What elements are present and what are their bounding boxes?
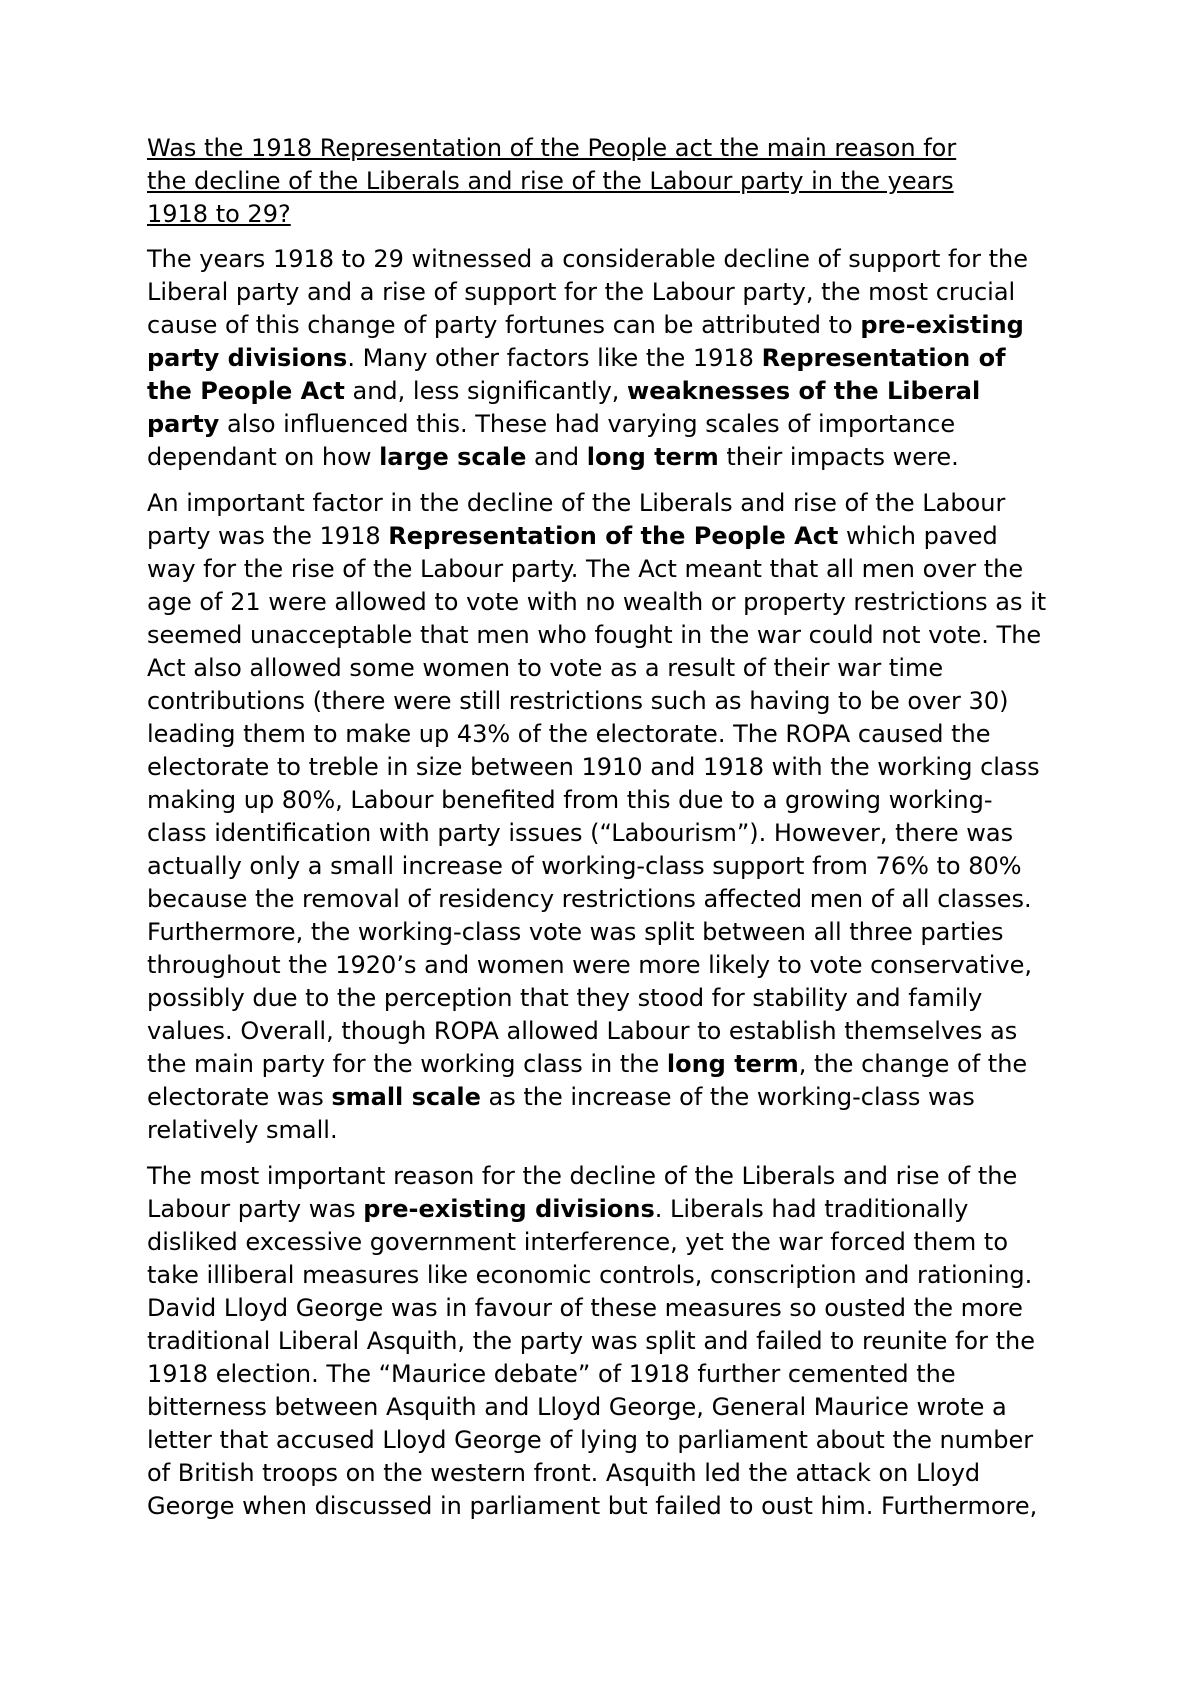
text-run: The years 1918 to 29 witnessed a considerable decline of support for the bbox=[147, 245, 1029, 273]
text-line bbox=[147, 685, 1087, 718]
text-line bbox=[147, 718, 1087, 751]
text-line bbox=[147, 1424, 1087, 1457]
text-run: An important factor in the decline of the Liberals and rise of the Labour bbox=[147, 489, 1006, 517]
text-line bbox=[147, 375, 1087, 408]
text-line bbox=[147, 652, 1087, 685]
text-run: way for the rise of the Labour party. The Act meant that all men over the bbox=[147, 555, 1024, 583]
text-line bbox=[147, 1292, 1087, 1325]
paragraph-party-divisions bbox=[147, 1160, 1087, 1523]
text-line bbox=[147, 553, 1087, 586]
text-run: also influenced this. These had varying scales of importance bbox=[219, 410, 956, 438]
text-run: possibly due to the perception that they stood for stability and family bbox=[147, 984, 983, 1012]
text-run: and bbox=[526, 443, 587, 471]
text-run: letter that accused Lloyd George of lying to parliament about the number bbox=[147, 1426, 1034, 1454]
essay-title bbox=[147, 132, 1087, 231]
text-run: party was the 1918 bbox=[147, 522, 389, 550]
text-line bbox=[147, 784, 1087, 817]
text-run: . Many other factors like the 1918 bbox=[347, 344, 762, 372]
text-run: leading them to make up 43% of the electorate. The ROPA caused the bbox=[147, 720, 991, 748]
text-run: age of 21 were allowed to vote with no wealth or property restrictions as it bbox=[147, 588, 1047, 616]
text-run: electorate was bbox=[147, 1083, 332, 1111]
bold-term: weaknesses of the Liberal bbox=[627, 377, 981, 405]
text-run: of British troops on the western front. Asquith led the attack on Lloyd bbox=[147, 1459, 981, 1487]
text-run: because the removal of residency restrictions affected men of all classes. bbox=[147, 885, 1032, 913]
text-run: Labour party was bbox=[147, 1195, 364, 1223]
text-run: George when discussed in parliament but failed to oust him. Furthermore, bbox=[147, 1492, 1038, 1520]
text-run: contributions (there were still restrictions such as having to be over 30) bbox=[147, 687, 1009, 715]
bold-term: long term bbox=[666, 1050, 799, 1078]
bold-term: the People Act bbox=[147, 377, 345, 405]
text-line bbox=[147, 1015, 1087, 1048]
bold-term: small scale bbox=[331, 1083, 481, 1111]
text-line bbox=[147, 487, 1087, 520]
bold-term: party divisions bbox=[147, 344, 348, 372]
text-line bbox=[147, 1391, 1087, 1424]
text-line bbox=[147, 1160, 1087, 1193]
text-run: electorate to treble in size between 1910 and 1918 with the working class bbox=[147, 753, 1040, 781]
text-run: David Lloyd George was in favour of these measures so ousted the more bbox=[147, 1294, 1023, 1322]
bold-term: Representation of the People Act bbox=[388, 522, 839, 550]
text-line bbox=[147, 1114, 1087, 1147]
text-run: relatively small. bbox=[147, 1116, 338, 1144]
text-line bbox=[147, 1048, 1087, 1081]
text-run: the main party for the working class in the bbox=[147, 1050, 667, 1078]
text-line bbox=[147, 1259, 1087, 1292]
text-line bbox=[147, 1490, 1087, 1523]
text-line bbox=[147, 982, 1087, 1015]
text-run: throughout the 1920’s and women were more likely to vote conservative, bbox=[147, 951, 1032, 979]
text-line bbox=[147, 586, 1087, 619]
text-run: dependant on how bbox=[147, 443, 380, 471]
bold-term: large scale bbox=[379, 443, 527, 471]
bold-term: party bbox=[147, 410, 220, 438]
text-run: making up 80%, Labour benefited from this due to a growing working- bbox=[147, 786, 993, 814]
text-run: take illiberal measures like economic controls, conscription and rationing. bbox=[147, 1261, 1033, 1289]
paragraph-introduction bbox=[147, 243, 1087, 474]
title-line: Was the 1918 Representation of the People act the main reason for bbox=[147, 134, 957, 162]
text-run: The most important reason for the decline of the Liberals and rise of the bbox=[147, 1162, 1018, 1190]
text-run: which paved bbox=[838, 522, 998, 550]
text-run: traditional Liberal Asquith, the party was split and failed to reunite for the bbox=[147, 1327, 1035, 1355]
bold-term: pre-existing bbox=[860, 311, 1024, 339]
text-run: Act also allowed some women to vote as a result of their war time bbox=[147, 654, 944, 682]
text-run: . Liberals had traditionally bbox=[654, 1195, 969, 1223]
text-run: and, less significantly, bbox=[344, 377, 628, 405]
text-line bbox=[147, 619, 1087, 652]
title-line: the decline of the Liberals and rise of the Labour party in the years bbox=[147, 167, 954, 195]
text-line bbox=[147, 1193, 1087, 1226]
text-run: seemed unacceptable that men who fought in the war could not vote. The bbox=[147, 621, 1042, 649]
text-line bbox=[147, 1358, 1087, 1391]
text-run: Liberal party and a rise of support for the Labour party, the most crucial bbox=[147, 278, 1016, 306]
text-run: class identification with party issues (“Labourism”). However, there was bbox=[147, 819, 1014, 847]
paragraph-representation-act bbox=[147, 487, 1087, 1147]
text-line bbox=[147, 276, 1087, 309]
text-line bbox=[147, 408, 1087, 441]
text-run: as the increase of the working-class was bbox=[480, 1083, 975, 1111]
title-line: 1918 to 29? bbox=[147, 200, 291, 228]
text-run: cause of this change of party fortunes can be attributed to bbox=[147, 311, 861, 339]
text-run: , the change of the bbox=[798, 1050, 1028, 1078]
text-line bbox=[147, 817, 1087, 850]
bold-term: Representation of bbox=[761, 344, 1006, 372]
bold-term: pre-existing divisions bbox=[363, 1195, 655, 1223]
text-line bbox=[147, 1081, 1087, 1114]
text-line bbox=[147, 751, 1087, 784]
text-line bbox=[147, 883, 1087, 916]
text-line bbox=[147, 342, 1087, 375]
text-line bbox=[147, 949, 1087, 982]
text-line bbox=[147, 1457, 1087, 1490]
document-page bbox=[147, 132, 1087, 1536]
text-line bbox=[147, 850, 1087, 883]
text-run: values. Overall, though ROPA allowed Labour to establish themselves as bbox=[147, 1017, 1018, 1045]
text-run: their impacts were. bbox=[718, 443, 959, 471]
text-run: Furthermore, the working-class vote was split between all three parties bbox=[147, 918, 1004, 946]
text-run: actually only a small increase of working-class support from 76% to 80% bbox=[147, 852, 1022, 880]
text-run: bitterness between Asquith and Lloyd George, General Maurice wrote a bbox=[147, 1393, 1007, 1421]
text-line bbox=[147, 243, 1087, 276]
bold-term: long term bbox=[586, 443, 719, 471]
text-line bbox=[147, 1325, 1087, 1358]
text-line bbox=[147, 441, 1087, 474]
text-run: 1918 election. The “Maurice debate” of 1918 further cemented the bbox=[147, 1360, 956, 1388]
text-line bbox=[147, 520, 1087, 553]
text-line bbox=[147, 309, 1087, 342]
text-line bbox=[147, 916, 1087, 949]
text-line bbox=[147, 1226, 1087, 1259]
text-run: disliked excessive government interference, yet the war forced them to bbox=[147, 1228, 1009, 1256]
